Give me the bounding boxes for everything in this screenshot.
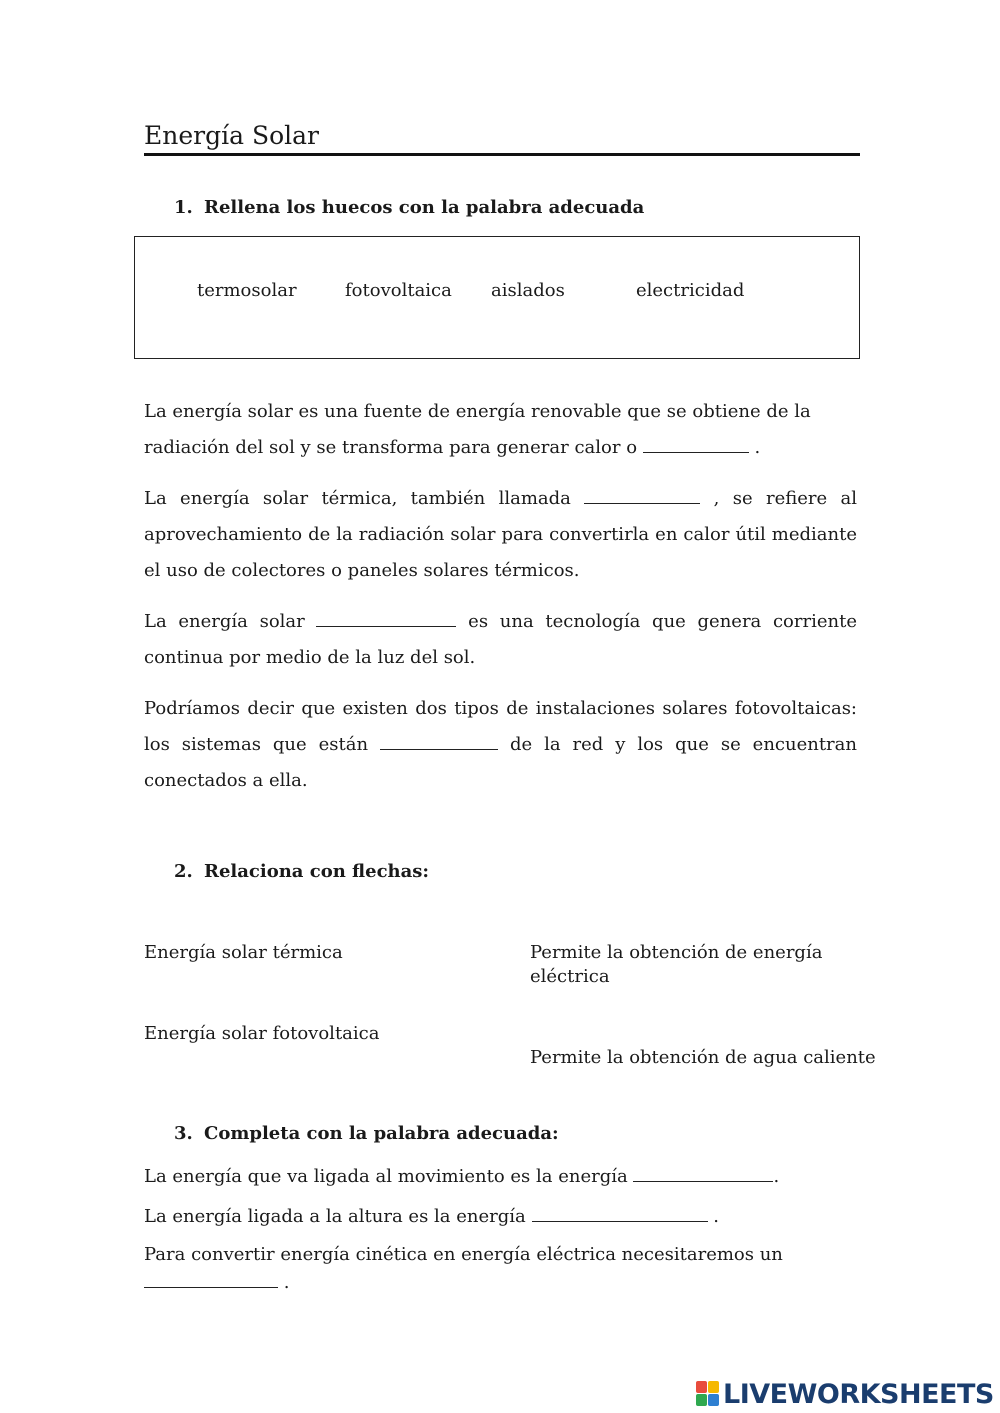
section-3-title: Completa con la palabra adecuada:: [204, 1123, 559, 1144]
logo-mark-icon: [696, 1381, 720, 1407]
match-left-item[interactable]: Energía solar térmica: [144, 942, 343, 963]
answer-blank[interactable]: [144, 1269, 278, 1288]
paragraph-text: Podríamos decir que existen dos tipos de instalaciones solares fotovoltaicas: los sistemas que están: [144, 698, 857, 755]
page-title: Energía Solar: [144, 120, 860, 156]
section-3-number: 3.: [174, 1123, 193, 1144]
complete-line-2: [144, 1203, 719, 1229]
word-bank-box: [134, 236, 860, 359]
word-bank-item[interactable]: aislados: [491, 280, 565, 301]
line-text: Para convertir energía cinética en energía eléctrica necesitaremos un: [144, 1244, 783, 1265]
complete-line-3-cont: [144, 1269, 289, 1295]
line-text: La energía ligada a la altura es la energía: [144, 1206, 526, 1227]
answer-blank[interactable]: [532, 1203, 708, 1222]
fill-paragraph-2: [144, 481, 857, 589]
line-text: La energía que va ligada al movimiento es la energía: [144, 1166, 628, 1187]
paragraph-text: La energía solar es una fuente de energía renovable que se obtiene de la radiación del sol y se transforma para generar calor o: [144, 401, 811, 458]
paragraph-text: es una tecnología que genera corriente continua por medio de la luz del sol.: [144, 611, 857, 668]
section-1-number: 1.: [174, 197, 193, 218]
paragraph-text: .: [754, 437, 761, 458]
paragraph-text: , se refiere al aprovechamiento de la radiación solar para convertirla en calor útil mediante el uso de colectores o paneles solares térmicos.: [144, 488, 857, 581]
match-right-item[interactable]: Permite la obtención de agua caliente: [530, 1047, 876, 1068]
paragraph-text: La energía solar: [144, 611, 305, 632]
section-2-heading: [174, 860, 429, 884]
section-2-title: Relaciona con flechas:: [204, 861, 430, 882]
fill-paragraph-3: [144, 604, 857, 676]
word-bank-item[interactable]: fotovoltaica: [345, 280, 452, 301]
answer-blank[interactable]: [316, 608, 456, 627]
line-text: .: [713, 1206, 719, 1227]
answer-blank[interactable]: [633, 1163, 773, 1182]
answer-blank[interactable]: [643, 434, 749, 453]
match-right-item[interactable]: Permite la obtención de energía eléctrica: [530, 942, 823, 987]
fill-paragraph-1: [144, 394, 857, 466]
paragraph-text: de la red y los que se encuentran conectados a ella.: [144, 734, 857, 791]
section-1-heading: [174, 196, 644, 220]
section-1-title: Rellena los huecos con la palabra adecuada: [204, 197, 645, 218]
word-bank-item[interactable]: termosolar: [197, 280, 297, 301]
match-left-item[interactable]: Energía solar fotovoltaica: [144, 1023, 380, 1044]
complete-line-3: [144, 1243, 783, 1267]
answer-blank[interactable]: [380, 731, 498, 750]
fill-paragraph-4: [144, 691, 857, 799]
liveworksheets-logo: [696, 1376, 994, 1412]
paragraph-text: La energía solar térmica, también llamada: [144, 488, 571, 509]
line-text: .: [283, 1272, 290, 1293]
logo-text: LIVEWORKSHEETS: [723, 1378, 994, 1410]
complete-line-1: [144, 1163, 779, 1189]
section-3-heading: [174, 1122, 559, 1146]
answer-blank[interactable]: [584, 485, 700, 504]
section-2-number: 2.: [174, 861, 193, 882]
word-bank-item[interactable]: electricidad: [636, 280, 745, 301]
line-text: .: [773, 1166, 780, 1187]
